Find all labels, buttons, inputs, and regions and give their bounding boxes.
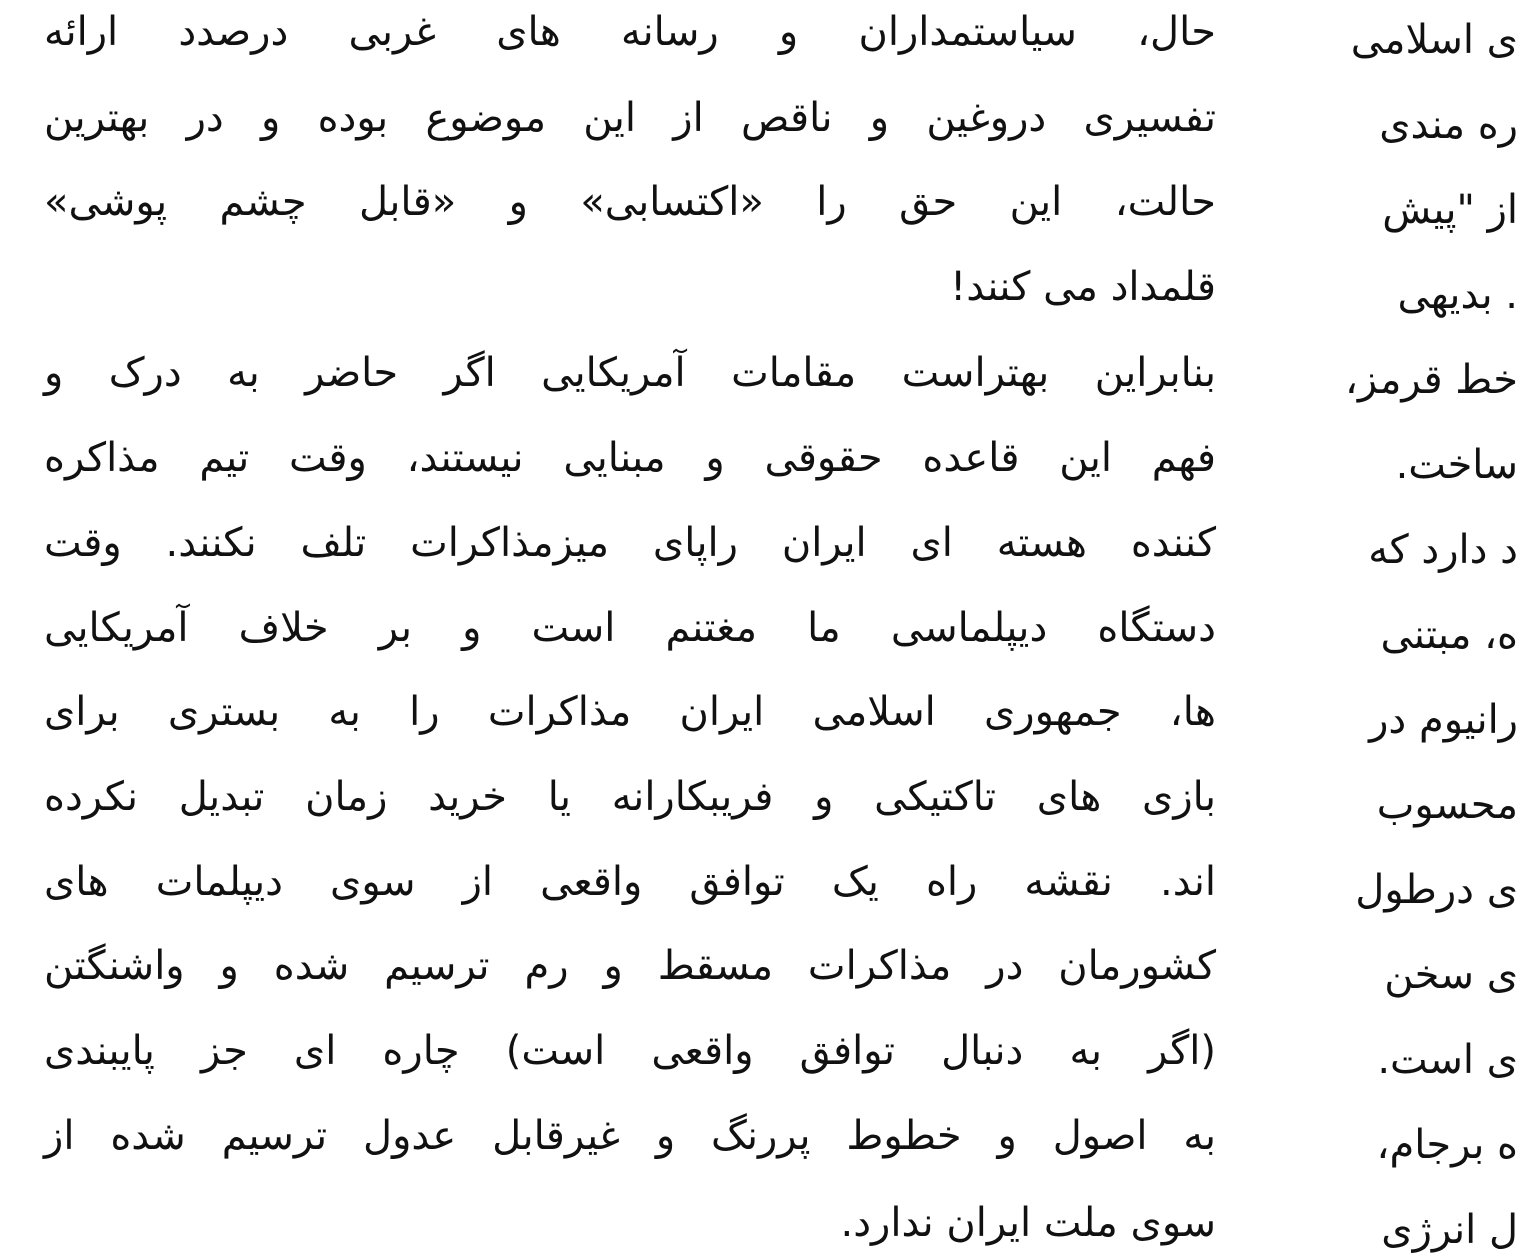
text-line: ها، جمهوری اسلامی ایران مذاکرات را به بستری برای <box>44 689 1216 735</box>
main-text-column <box>44 0 1216 1246</box>
text-line: خط قرمز، <box>1344 357 1518 403</box>
text-line: حالت، این حق را «اکتسابی» و «قابل چشم پوشی» <box>44 179 1216 225</box>
text-line: ل انرژی <box>1381 1207 1518 1253</box>
text-line: فهم این قاعده حقوقی و مبنایی نیستند، وقت تیم مذاکره <box>44 435 1216 481</box>
text-line: کننده هسته ای ایران راپای میزمذاکرات تلف نکنند. وقت <box>44 520 1216 566</box>
text-line: کشورمان در مذاکرات مسقط و رم ترسیم شده و واشنگتن <box>44 943 1216 989</box>
text-line: ی است. <box>1377 1037 1518 1083</box>
text-line: ی سخن <box>1384 952 1518 998</box>
text-line: ی اسلامی <box>1350 17 1518 63</box>
text-line: ره مندی <box>1379 102 1518 148</box>
text-line: (اگر به دنبال توافق واقعی است) چاره ای جز پایبندی <box>44 1028 1216 1074</box>
text-line: رانیوم در <box>1369 697 1518 743</box>
text-line: به اصول و خطوط پررنگ و غیرقابل عدول ترسیم شده از <box>44 1113 1216 1159</box>
text-line: . بدیهی <box>1397 272 1518 318</box>
text-line: تفسیری دروغین و ناقص از این موضوع بوده و در بهترین <box>44 95 1216 141</box>
text-line: د دارد که <box>1368 527 1518 573</box>
text-line: بازی های تاکتیکی و فریبکارانه یا خرید زمان تبدیل نکرده <box>44 774 1216 820</box>
text-line: ساخت. <box>1395 442 1518 488</box>
text-line: از "پیش <box>1382 187 1518 233</box>
text-line: سوی ملت ایران ندارد. <box>840 1200 1216 1246</box>
text-line: اند. نقشه راه یک توافق واقعی از سوی دیپلمات های <box>44 859 1216 905</box>
side-text-column <box>1308 0 1518 1253</box>
text-line: ه برجام، <box>1376 1122 1518 1168</box>
text-line: ه، مبتنی <box>1380 612 1518 658</box>
text-line: محسوب <box>1376 782 1518 828</box>
text-line: ی درطول <box>1355 867 1518 913</box>
text-line: دستگاه دیپلماسی ما مغتنم است و بر خلاف آمریکایی <box>44 605 1216 651</box>
text-line: حال، سیاستمداران و رسانه های غربی درصدد ارائه <box>44 9 1216 55</box>
text-line: بنابراین بهتراست مقامات آمریکایی اگر حاضر به درک و <box>44 350 1216 396</box>
text-line: قلمداد می کنند! <box>950 264 1216 310</box>
